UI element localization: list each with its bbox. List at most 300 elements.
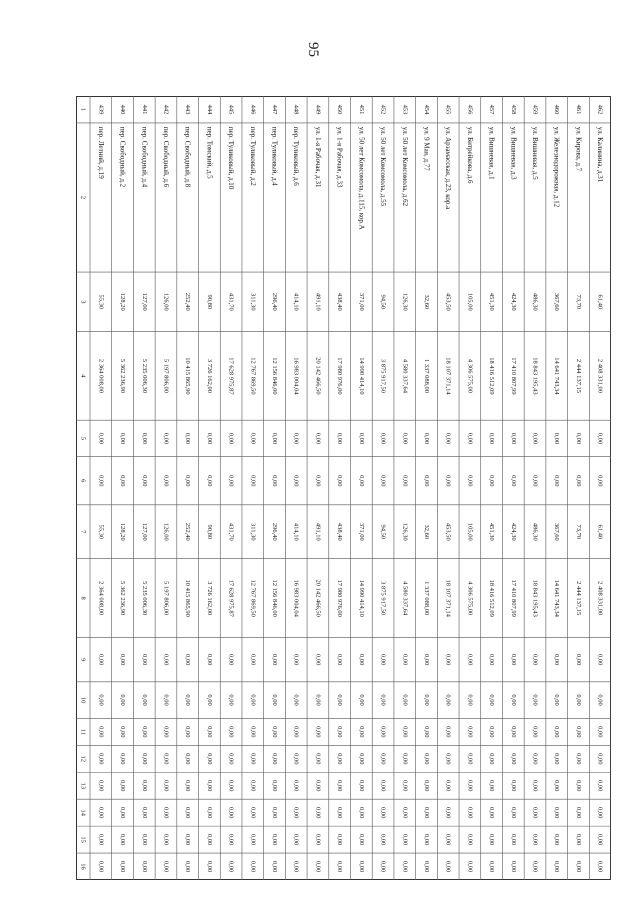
value-cell: 0,00 (314, 694, 322, 706)
value-cell: 128,20 (119, 292, 127, 311)
value-cell: 0,00 (162, 780, 170, 792)
value-cell: 431,70 (227, 292, 235, 311)
value-cell: 0,00 (466, 833, 474, 846)
value-cell: 10 415 865,90 (184, 357, 192, 395)
value-cell: 0,00 (488, 806, 496, 819)
value-cell: 90,80 (205, 524, 213, 540)
value-cell: 0,00 (531, 432, 539, 445)
value-cell: 431,70 (227, 522, 235, 541)
value-cell: 0,00 (488, 860, 496, 873)
value-cell: 0,00 (596, 780, 604, 792)
value-cell: 0,00 (596, 860, 604, 873)
row-number: 458 (509, 104, 517, 115)
value-cell: 0,00 (140, 806, 148, 819)
address-cell: ул. Вишневая, д.3 (509, 126, 518, 180)
value-cell: 0,00 (140, 833, 148, 846)
value-cell: 0,00 (596, 694, 604, 706)
row-number: 453 (401, 104, 409, 115)
value-cell: 0,00 (314, 726, 322, 738)
value-cell: 453,50 (444, 292, 452, 311)
value-cell: 0,00 (205, 654, 213, 666)
value-cell: 10 415 865,90 (184, 579, 192, 617)
value-cell: 0,00 (379, 806, 387, 819)
value-cell: 126,00 (162, 522, 170, 541)
value-cell: 0,00 (97, 860, 105, 873)
value-cell: 0,00 (509, 833, 517, 846)
value-cell: 0,00 (422, 860, 430, 873)
value-cell: 0,00 (466, 475, 474, 487)
value-cell: 0,00 (119, 860, 127, 873)
value-cell: 0,00 (401, 780, 409, 792)
value-cell: 0,00 (292, 753, 300, 765)
value-cell: 0,00 (574, 694, 582, 706)
row-number: 442 (162, 104, 170, 115)
value-cell: 0,00 (119, 694, 127, 706)
value-cell: 0,00 (488, 780, 496, 792)
value-cell: 0,00 (249, 753, 257, 765)
value-cell: 0,00 (379, 833, 387, 846)
value-cell: 0,00 (596, 654, 604, 666)
value-cell: 0,00 (292, 654, 300, 666)
value-cell: 491,10 (314, 522, 322, 541)
value-cell: 0,00 (227, 806, 235, 819)
value-cell: 0,00 (509, 475, 517, 487)
address-cell: ул. 50 лет Комсомола, д.115, кор.А (357, 126, 366, 230)
value-cell: 20 142 466,50 (314, 579, 322, 617)
value-cell: 0,00 (292, 726, 300, 738)
value-cell: 0,00 (336, 432, 344, 445)
value-cell: 94,50 (379, 524, 387, 540)
value-cell: 486,30 (531, 292, 539, 311)
value-cell: 1 337 088,00 (422, 358, 430, 393)
column-number: 8 (79, 596, 87, 600)
value-cell: 0,00 (119, 806, 127, 819)
value-cell: 0,00 (162, 432, 170, 445)
value-cell: 5 362 236,90 (119, 358, 127, 393)
value-cell: 90,80 (205, 294, 213, 310)
row-number: 457 (488, 104, 496, 115)
value-cell: 0,00 (444, 726, 452, 738)
value-cell: 0,00 (466, 860, 474, 873)
value-cell: 0,00 (444, 475, 452, 487)
value-cell: 0,00 (357, 475, 365, 487)
value-cell: 1 337 088,00 (422, 581, 430, 616)
value-cell: 0,00 (97, 694, 105, 706)
value-cell: 0,00 (249, 694, 257, 706)
value-cell: 0,00 (314, 860, 322, 873)
value-cell: 0,00 (401, 806, 409, 819)
value-cell: 0,00 (444, 654, 452, 666)
value-cell: 0,00 (184, 860, 192, 873)
data-table (76, 96, 611, 880)
value-cell: 0,00 (162, 806, 170, 819)
value-cell: 0,00 (574, 432, 582, 445)
value-cell: 0,00 (184, 432, 192, 445)
value-cell: 0,00 (119, 475, 127, 487)
value-cell: 0,00 (531, 806, 539, 819)
value-cell: 0,00 (336, 860, 344, 873)
value-cell: 2 364 008,00 (97, 358, 105, 393)
value-cell: 0,00 (140, 860, 148, 873)
value-cell: 0,00 (488, 475, 496, 487)
value-cell: 0,00 (553, 753, 561, 765)
value-cell: 17 628 975,87 (227, 357, 235, 395)
address-cell: ул. 50 лет Комсомола, д.55 (379, 126, 388, 207)
value-cell: 5 197 806,00 (162, 358, 170, 393)
table-grid (76, 96, 611, 880)
value-cell: 0,00 (184, 654, 192, 666)
value-cell: 0,00 (379, 432, 387, 445)
value-cell: 486,30 (531, 522, 539, 541)
value-cell: 0,00 (336, 753, 344, 765)
value-cell: 451,30 (488, 292, 496, 311)
value-cell: 0,00 (119, 726, 127, 738)
row-number: 460 (553, 104, 561, 115)
value-cell: 0,00 (249, 475, 257, 487)
value-cell: 12 767 869,50 (249, 579, 257, 617)
value-cell: 453,50 (444, 522, 452, 541)
row-number: 452 (379, 104, 387, 115)
value-cell: 0,00 (119, 432, 127, 445)
value-cell: 0,00 (271, 780, 279, 792)
value-cell: 12 767 869,50 (249, 357, 257, 395)
value-cell: 0,00 (379, 654, 387, 666)
value-cell: 0,00 (292, 806, 300, 819)
value-cell: 0,00 (422, 833, 430, 846)
value-cell: 32,60 (422, 294, 430, 310)
value-cell: 0,00 (509, 654, 517, 666)
address-cell: пер. Томский, д.5 (205, 126, 214, 179)
value-cell: 0,00 (314, 654, 322, 666)
value-cell: 0,00 (162, 860, 170, 873)
value-cell: 127,00 (140, 522, 148, 541)
value-cell: 0,00 (422, 753, 430, 765)
value-cell: 14 641 743,34 (553, 357, 561, 395)
value-cell: 0,00 (97, 726, 105, 738)
value-cell: 73,70 (574, 294, 582, 310)
address-cell: пер. Свободный, д.8 (183, 126, 192, 188)
value-cell: 0,00 (553, 833, 561, 846)
value-cell: 0,00 (271, 753, 279, 765)
value-cell: 0,00 (227, 833, 235, 846)
value-cell: 0,00 (292, 694, 300, 706)
value-cell: 0,00 (531, 780, 539, 792)
row-number: 446 (249, 104, 257, 115)
value-cell: 0,00 (205, 860, 213, 873)
value-cell: 414,10 (292, 522, 300, 541)
value-cell: 126,00 (162, 292, 170, 311)
value-cell: 0,00 (574, 753, 582, 765)
column-number: 14 (79, 809, 87, 816)
address-cell: ул. Железнодорожная, д.12 (552, 126, 561, 208)
value-cell: 0,00 (249, 860, 257, 873)
value-cell: 2 408 331,00 (596, 581, 604, 616)
column-number: 6 (79, 479, 87, 483)
address-cell: пер. Летний, д.19 (96, 126, 105, 179)
value-cell: 0,00 (401, 860, 409, 873)
value-cell: 0,00 (466, 753, 474, 765)
value-cell: 0,00 (357, 780, 365, 792)
value-cell: 5 235 006,30 (140, 581, 148, 616)
row-number: 456 (466, 104, 474, 115)
value-cell: 0,00 (509, 726, 517, 738)
value-cell: 0,00 (249, 833, 257, 846)
value-cell: 0,00 (488, 753, 496, 765)
value-cell: 5 197 806,00 (162, 581, 170, 616)
value-cell: 0,00 (422, 432, 430, 445)
address-cell: пер. Свободный, д.4 (140, 126, 149, 188)
row-number: 448 (292, 104, 300, 115)
address-cell: ул. Вишневая, д.1 (487, 126, 496, 180)
value-cell: 0,00 (227, 753, 235, 765)
value-cell: 0,00 (531, 860, 539, 873)
value-cell: 0,00 (97, 806, 105, 819)
row-number: 440 (119, 104, 127, 115)
value-cell: 0,00 (422, 475, 430, 487)
column-number: 5 (79, 436, 87, 441)
value-cell: 0,00 (401, 654, 409, 666)
value-cell: 0,00 (184, 753, 192, 765)
value-cell: 0,00 (553, 726, 561, 738)
value-cell: 0,00 (422, 654, 430, 666)
value-cell: 0,00 (357, 860, 365, 873)
value-cell: 0,00 (401, 475, 409, 487)
value-cell: 127,00 (140, 292, 148, 311)
address-cell: пер. Туликовый, д.6 (292, 126, 301, 186)
value-cell: 0,00 (97, 753, 105, 765)
value-cell: 0,00 (531, 753, 539, 765)
value-cell: 0,00 (227, 654, 235, 666)
value-cell: 18 843 195,43 (531, 579, 539, 617)
value-cell: 0,00 (140, 726, 148, 738)
value-cell: 0,00 (357, 654, 365, 666)
value-cell: 0,00 (227, 432, 235, 445)
value-cell: 16 983 004,04 (292, 357, 300, 395)
value-cell: 4 306 575,00 (466, 581, 474, 616)
value-cell: 0,00 (119, 654, 127, 666)
value-cell: 0,00 (444, 860, 452, 873)
row-number: 461 (574, 104, 582, 115)
value-cell: 414,10 (292, 292, 300, 311)
value-cell: 0,00 (205, 694, 213, 706)
column-number: 10 (79, 696, 87, 704)
value-cell: 18 843 195,43 (531, 357, 539, 395)
value-cell: 17 410 807,99 (509, 357, 517, 395)
value-cell: 0,00 (553, 654, 561, 666)
value-cell: 0,00 (466, 694, 474, 706)
value-cell: 0,00 (184, 833, 192, 846)
value-cell: 0,00 (466, 726, 474, 738)
row-number: 462 (596, 104, 604, 115)
value-cell: 0,00 (596, 806, 604, 819)
value-cell: 0,00 (574, 833, 582, 846)
value-cell: 0,00 (292, 780, 300, 792)
value-cell: 0,00 (531, 726, 539, 738)
value-cell: 0,00 (314, 475, 322, 487)
row-number: 447 (271, 104, 279, 115)
address-cell: ул. 1-я Рабочая, д.31 (313, 126, 322, 188)
value-cell: 0,00 (140, 780, 148, 792)
column-number: 16 (79, 863, 87, 870)
value-cell: 105,00 (466, 292, 474, 311)
value-cell: 491,10 (314, 292, 322, 311)
value-cell: 424,30 (509, 292, 517, 311)
value-cell: 0,00 (553, 432, 561, 445)
value-cell: 371,00 (357, 522, 365, 541)
value-cell: 0,00 (271, 475, 279, 487)
value-cell: 0,00 (97, 833, 105, 846)
value-cell: 0,00 (271, 833, 279, 846)
value-cell: 5 362 236,90 (119, 581, 127, 616)
value-cell: 0,00 (401, 833, 409, 846)
value-cell: 0,00 (249, 726, 257, 738)
value-cell: 0,00 (553, 475, 561, 487)
value-cell: 0,00 (162, 654, 170, 666)
value-cell: 0,00 (336, 806, 344, 819)
value-cell: 14 990 414,10 (357, 579, 365, 617)
value-cell: 0,00 (227, 475, 235, 487)
value-cell: 0,00 (314, 753, 322, 765)
value-cell: 0,00 (444, 753, 452, 765)
value-cell: 0,00 (336, 726, 344, 738)
value-cell: 0,00 (444, 694, 452, 706)
value-cell: 0,00 (509, 694, 517, 706)
column-number: 15 (79, 836, 87, 843)
address-cell: пер. Туликовый, д.10 (227, 126, 236, 190)
value-cell: 0,00 (314, 432, 322, 445)
page-number (303, 42, 323, 84)
value-cell: 0,00 (574, 780, 582, 792)
value-cell: 0,00 (162, 833, 170, 846)
column-number: 1 (79, 107, 87, 112)
value-cell: 0,00 (596, 475, 604, 487)
address-cell: пер. Туликовый, д.2 (248, 126, 257, 186)
value-cell: 296,40 (271, 522, 279, 541)
value-cell: 0,00 (292, 860, 300, 873)
value-cell: 0,00 (574, 475, 582, 487)
value-cell: 0,00 (553, 694, 561, 706)
value-cell: 0,00 (271, 726, 279, 738)
address-cell: ул. Арзамасская, д.23, кор.а (444, 126, 453, 210)
value-cell: 0,00 (205, 753, 213, 765)
value-cell: 0,00 (205, 726, 213, 738)
value-cell: 4 306 575,00 (466, 358, 474, 393)
value-cell: 0,00 (271, 654, 279, 666)
value-cell: 367,60 (553, 292, 561, 311)
value-cell: 32,60 (422, 524, 430, 540)
value-cell: 0,00 (379, 753, 387, 765)
value-cell: 3 875 917,50 (379, 581, 387, 616)
value-cell: 0,00 (357, 726, 365, 738)
value-cell: 0,00 (336, 833, 344, 846)
address-cell: ул. 9 Мая, д.77 (422, 126, 431, 171)
value-cell: 0,00 (444, 432, 452, 445)
value-cell: 17 410 807,99 (509, 579, 517, 617)
value-cell: 0,00 (509, 432, 517, 445)
value-cell: 252,40 (184, 522, 192, 541)
value-cell: 438,40 (336, 522, 344, 541)
value-cell: 0,00 (422, 806, 430, 819)
value-cell: 0,00 (292, 833, 300, 846)
value-cell: 0,00 (379, 860, 387, 873)
value-cell: 0,00 (227, 780, 235, 792)
row-number: 449 (314, 104, 322, 115)
value-cell: 0,00 (162, 475, 170, 487)
row-number: 450 (336, 104, 344, 115)
value-cell: 367,60 (553, 522, 561, 541)
value-cell: 0,00 (553, 806, 561, 819)
value-cell: 126,30 (401, 292, 409, 311)
value-cell: 17 980 976,00 (336, 579, 344, 617)
value-cell: 0,00 (271, 432, 279, 445)
value-cell: 0,00 (336, 654, 344, 666)
value-cell: 0,00 (314, 806, 322, 819)
value-cell: 12 156 846,00 (271, 357, 279, 395)
value-cell: 0,00 (271, 806, 279, 819)
value-cell: 0,00 (119, 833, 127, 846)
value-cell: 424,30 (509, 522, 517, 541)
value-cell: 0,00 (531, 654, 539, 666)
value-cell: 0,00 (357, 833, 365, 846)
value-cell: 2 444 137,15 (574, 581, 582, 616)
value-cell: 0,00 (596, 753, 604, 765)
value-cell: 0,00 (466, 654, 474, 666)
value-cell: 0,00 (466, 806, 474, 819)
value-cell: 0,00 (140, 694, 148, 706)
value-cell: 0,00 (401, 753, 409, 765)
value-cell: 438,40 (336, 292, 344, 311)
value-cell: 0,00 (574, 654, 582, 666)
value-cell: 0,00 (271, 860, 279, 873)
value-cell: 0,00 (271, 694, 279, 706)
value-cell: 0,00 (357, 753, 365, 765)
value-cell: 0,00 (444, 780, 452, 792)
value-cell: 0,00 (596, 833, 604, 846)
value-cell: 371,00 (357, 292, 365, 311)
value-cell: 296,40 (271, 292, 279, 311)
value-cell: 0,00 (314, 833, 322, 846)
value-cell: 0,00 (314, 780, 322, 792)
value-cell: 0,00 (119, 780, 127, 792)
value-cell: 0,00 (509, 780, 517, 792)
value-cell: 0,00 (553, 860, 561, 873)
value-cell: 0,00 (531, 694, 539, 706)
value-cell: 0,00 (336, 475, 344, 487)
value-cell: 0,00 (140, 753, 148, 765)
value-cell: 0,00 (249, 780, 257, 792)
value-cell: 0,00 (488, 432, 496, 445)
value-cell: 126,30 (401, 522, 409, 541)
column-number: 12 (79, 755, 87, 763)
row-number: 455 (444, 104, 452, 115)
address-cell: пер. Свободный, д.6 (161, 126, 170, 188)
value-cell: 0,00 (97, 654, 105, 666)
column-number: 7 (79, 530, 87, 534)
value-cell: 451,30 (488, 522, 496, 541)
value-cell: 252,40 (184, 292, 192, 311)
row-number: 444 (205, 104, 213, 115)
column-number: 11 (79, 728, 87, 735)
value-cell: 0,00 (97, 780, 105, 792)
value-cell: 0,00 (379, 780, 387, 792)
value-cell: 61,40 (596, 294, 604, 310)
value-cell: 0,00 (336, 694, 344, 706)
address-cell: пер. Туликовый, д.4 (270, 126, 279, 186)
value-cell: 17 980 976,00 (336, 357, 344, 395)
value-cell: 0,00 (184, 726, 192, 738)
value-cell: 0,00 (184, 780, 192, 792)
value-cell: 0,00 (401, 726, 409, 738)
